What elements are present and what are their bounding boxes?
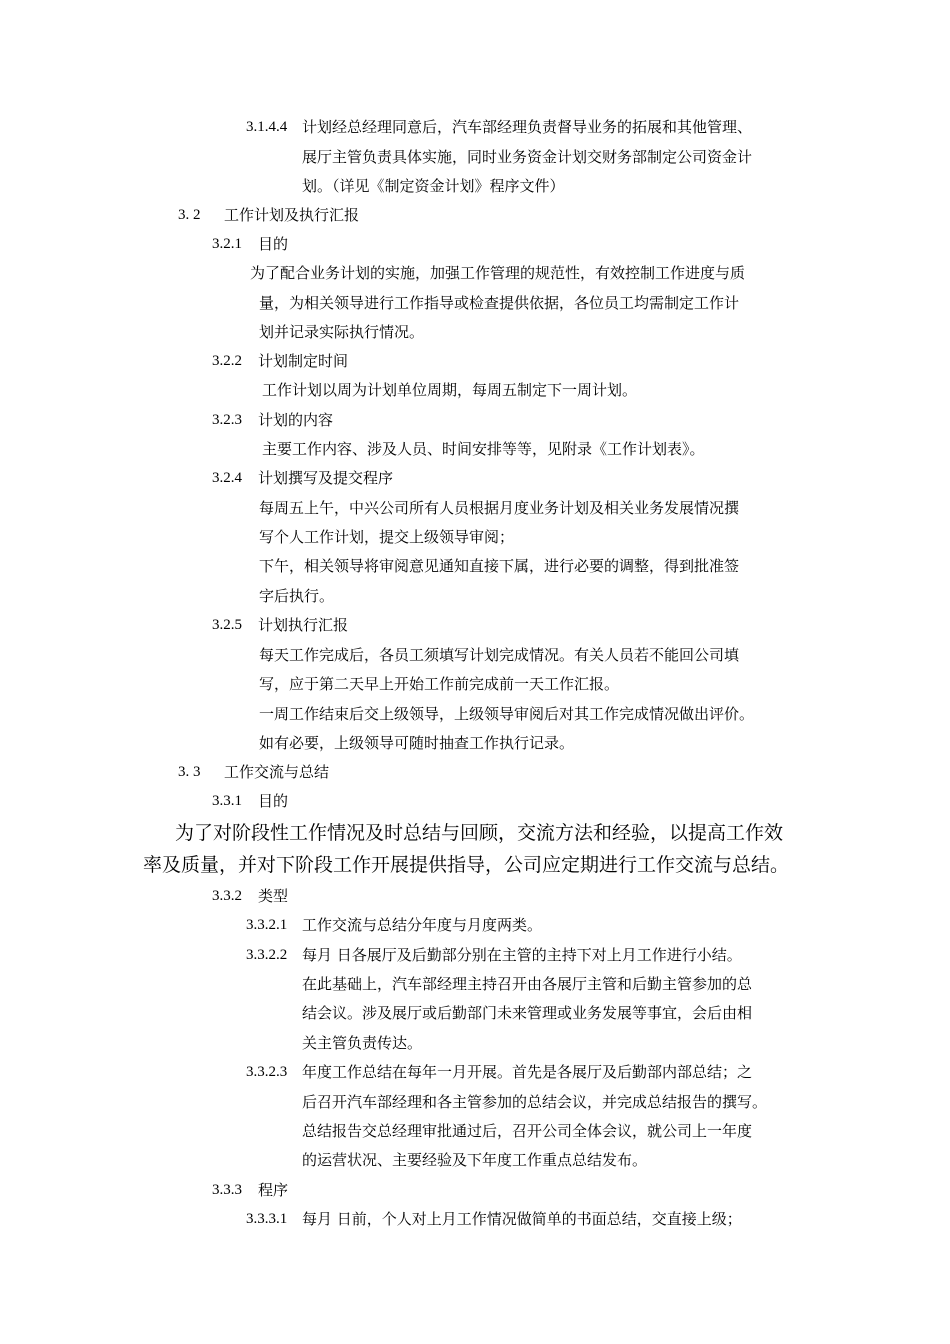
clause-text-line: 工作交流与总结分年度与月度两类。 [302,916,543,934]
subsection-title: 程序 [258,1181,289,1199]
paragraph-line: 一周工作结束后交上级领导，上级领导审阅后对其工作完成情况做出评价。 [259,705,755,723]
subsection-title: 目的 [258,792,289,810]
section-title: 工作计划及执行汇报 [224,206,360,224]
paragraph-line: 下午，相关领导将审阅意见通知直接下属，进行必要的调整，得到批准签 [259,557,740,575]
paragraph-line: 率及质量，并对下阶段工作开展提供指导，公司应定期进行工作交流与总结。 [143,854,790,876]
clause-text-line: 在此基础上，汽车部经理主持召开由各展厅主管和后勤主管参加的总 [302,975,753,993]
subsection-title: 计划执行汇报 [258,616,349,634]
subsection-title: 计划撰写及提交程序 [258,469,394,487]
clause-number: 3.1.4.4 [246,119,288,135]
subsection-number: 3.3.1 [212,793,242,809]
clause-text-line: 划。（详见《制定资金计划》程序文件） [302,177,565,195]
section-title: 工作交流与总结 [224,763,330,781]
clause-text-line: 的运营状况、主要经验及下年度工作重点总结发布。 [302,1151,648,1169]
paragraph-line: 划并记录实际执行情况。 [259,323,425,341]
paragraph-line: 为了配合业务计划的实施，加强工作管理的规范性，有效控制工作进度与质 [250,264,746,282]
clause-text-line: 后召开汽车部经理和各主管参加的总结会议，并完成总结报告的撰写。 [302,1093,768,1111]
clause-text-line: 计划经总经理同意后，汽车部经理负责督导业务的拓展和其他管理、 [302,118,753,136]
clause-text-line: 结会议。涉及展厅或后勤部门未来管理或业务发展等事宜，会后由相 [302,1004,753,1022]
subsection-title: 类型 [258,887,289,905]
paragraph-line: 主要工作内容、涉及人员、时间安排等等，见附录《工作计划表》。 [262,440,705,458]
clause-number: 3.3.2.2 [246,947,288,963]
paragraph-line: 如有必要，上级领导可随时抽查工作执行记录。 [259,734,575,752]
paragraph-line: 量，为相关领导进行工作指导或检查提供依据，各位员工均需制定工作计 [259,294,740,312]
subsection-number: 3.2.2 [212,353,242,369]
subsection-title: 目的 [258,235,289,253]
section-number: 3. 2 [178,207,201,223]
paragraph-line: 每周五上午，中兴公司所有人员根据月度业务计划及相关业务发展情况撰 [259,499,740,517]
subsection-number: 3.2.3 [212,412,242,428]
clause-text-line: 展厅主管负责具体实施，同时业务资金计划交财务部制定公司资金计 [302,148,753,166]
subsection-number: 3.3.2 [212,888,242,904]
paragraph-line: 工作计划以周为计划单位周期，每周五制定下一周计划。 [262,381,638,399]
clause-text-line: 关主管负责传达。 [302,1034,423,1052]
subsection-number: 3.2.1 [212,236,242,252]
paragraph-line: 写个人工作计划，提交上级领导审阅； [259,528,515,546]
subsection-number: 3.2.5 [212,617,242,633]
clause-number: 3.3.3.1 [246,1211,288,1227]
clause-number: 3.3.2.3 [246,1064,288,1080]
clause-text-line: 每月 日前，个人对上月工作情况做简单的书面总结，交直接上级； [302,1210,742,1228]
subsection-number: 3.2.4 [212,470,242,486]
paragraph-line: 字后执行。 [259,587,335,605]
clause-text-line: 年度工作总结在每年一月开展。首先是各展厅及后勤部内部总结；之 [302,1063,753,1081]
clause-number: 3.3.2.1 [246,917,288,933]
paragraph-line: 写，应于第二天早上开始工作前完成前一天工作汇报。 [259,675,620,693]
section-number: 3. 3 [178,764,201,780]
paragraph-line: 为了对阶段性工作情况及时总结与回顾，交流方法和经验，以提高工作效 [175,822,784,844]
paragraph-line: 每天工作完成后，各员工须填写计划完成情况。有关人员若不能回公司填 [259,646,740,664]
subsection-number: 3.3.3 [212,1182,242,1198]
subsection-title: 计划制定时间 [258,352,349,370]
clause-text-line: 每月 日各展厅及后勤部分别在主管的主持下对上月工作进行小结。 [302,946,742,964]
subsection-title: 计划的内容 [258,411,334,429]
clause-text-line: 总结报告交总经理审批通过后，召开公司全体会议，就公司上一年度 [302,1122,753,1140]
